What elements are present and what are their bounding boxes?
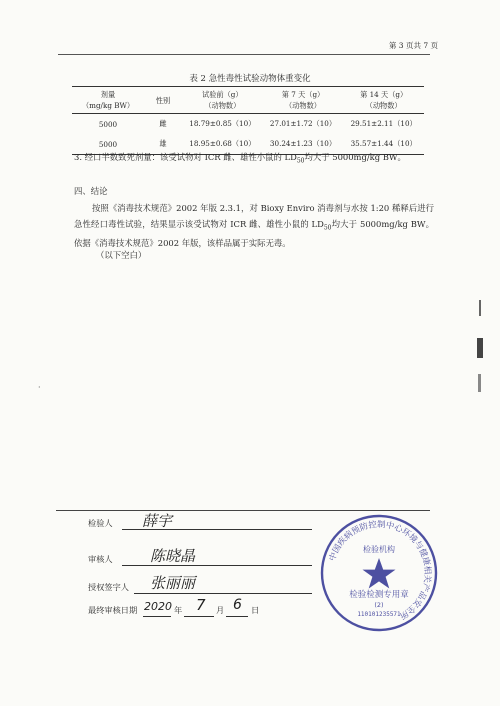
cell-day7: 30.24±1.23（10） <box>263 134 344 155</box>
month-unit: 月 <box>216 605 225 615</box>
month-line <box>184 615 214 617</box>
header-before: 试验前（g） （动物数） <box>182 87 263 114</box>
weight-table <box>72 86 424 155</box>
seal-center-text: 检验机构 <box>363 545 395 554</box>
conclusion-paragraph: 按照《消毒技术规范》2002 年版 2.3.1，对 Bioxy Enviro 消毒剂与水按 1:20 稀释后进行急性经口毒性试验，结果显示该受试物对 ICR 雌、雄性小鼠的 $LD_{50}$均大于 5000mg/kg BW。依据《消毒技术规范》2002 年版，该样品属于实际无毒。 <box>74 203 434 248</box>
seal-bottom-text: 检验检测专用章 <box>349 590 409 600</box>
tester-signature: 薛宇 <box>142 512 173 530</box>
cell-dose: 5000 <box>98 119 118 129</box>
header-sex: 性别 <box>144 87 182 114</box>
official-seal <box>318 512 440 634</box>
header-day14: 第 14 天（g） （动物数） <box>343 87 424 114</box>
tester-label: 检验人 <box>88 518 113 528</box>
reviewer-signature: 陈晓晶 <box>150 547 196 565</box>
date-day: 6 <box>233 597 242 613</box>
cell-dose: 5000 <box>72 134 144 155</box>
day-line <box>226 615 248 617</box>
seal-paren: (2) <box>374 601 384 609</box>
cell-before: 18.95±0.68（10） <box>182 134 263 155</box>
day-unit: 日 <box>251 605 260 615</box>
edge-scan-marks <box>474 300 486 400</box>
cell-before: 18.79±0.85（10） <box>189 119 256 128</box>
header-rule <box>58 54 430 55</box>
date-label: 最终审核日期 <box>88 605 138 615</box>
scan-dot: · <box>38 383 41 392</box>
cell-day14: 35.57±1.44（10） <box>343 134 424 155</box>
year-line <box>143 615 171 617</box>
signature-rule <box>56 510 430 511</box>
page-number: 第 3 页共 7 页 <box>388 41 438 50</box>
seal-star-icon <box>363 558 396 589</box>
date-year: 2020 <box>144 600 172 613</box>
cell-sex: 雌 <box>159 119 167 128</box>
year-unit: 年 <box>174 605 183 615</box>
table-row <box>72 114 424 135</box>
ld50-paragraph: 3. 经口半数致死剂量：该受试物对 ICR 雌、雄性小鼠的 $LD_{50}$均大于 5000mg/kg BW。 <box>74 152 406 165</box>
seal-ring-text: 中国疾病预防控制中心环境与健康相关产品安全所 <box>326 518 434 622</box>
approver-signature: 张丽丽 <box>150 574 196 592</box>
header-dose: 剂量 （mg/kg BW） <box>72 87 144 114</box>
cell-day14: 29.51±2.11（10） <box>350 119 417 128</box>
date-month: 7 <box>196 596 206 614</box>
reviewer-label: 审核人 <box>88 554 113 564</box>
blank-note: （以下空白） <box>96 250 147 260</box>
section-title: 四、结论 <box>74 186 108 196</box>
seal-number: 110101235571 <box>357 611 401 618</box>
table-title: 表 2 急性毒性试验动物体重变化 <box>189 74 311 84</box>
approver-label: 授权签字人 <box>88 582 129 592</box>
cell-sex: 雄 <box>144 134 182 155</box>
header-day7: 第 7 天（g） （动物数） <box>263 87 344 114</box>
cell-day7: 27.01±1.72（10） <box>269 119 337 128</box>
